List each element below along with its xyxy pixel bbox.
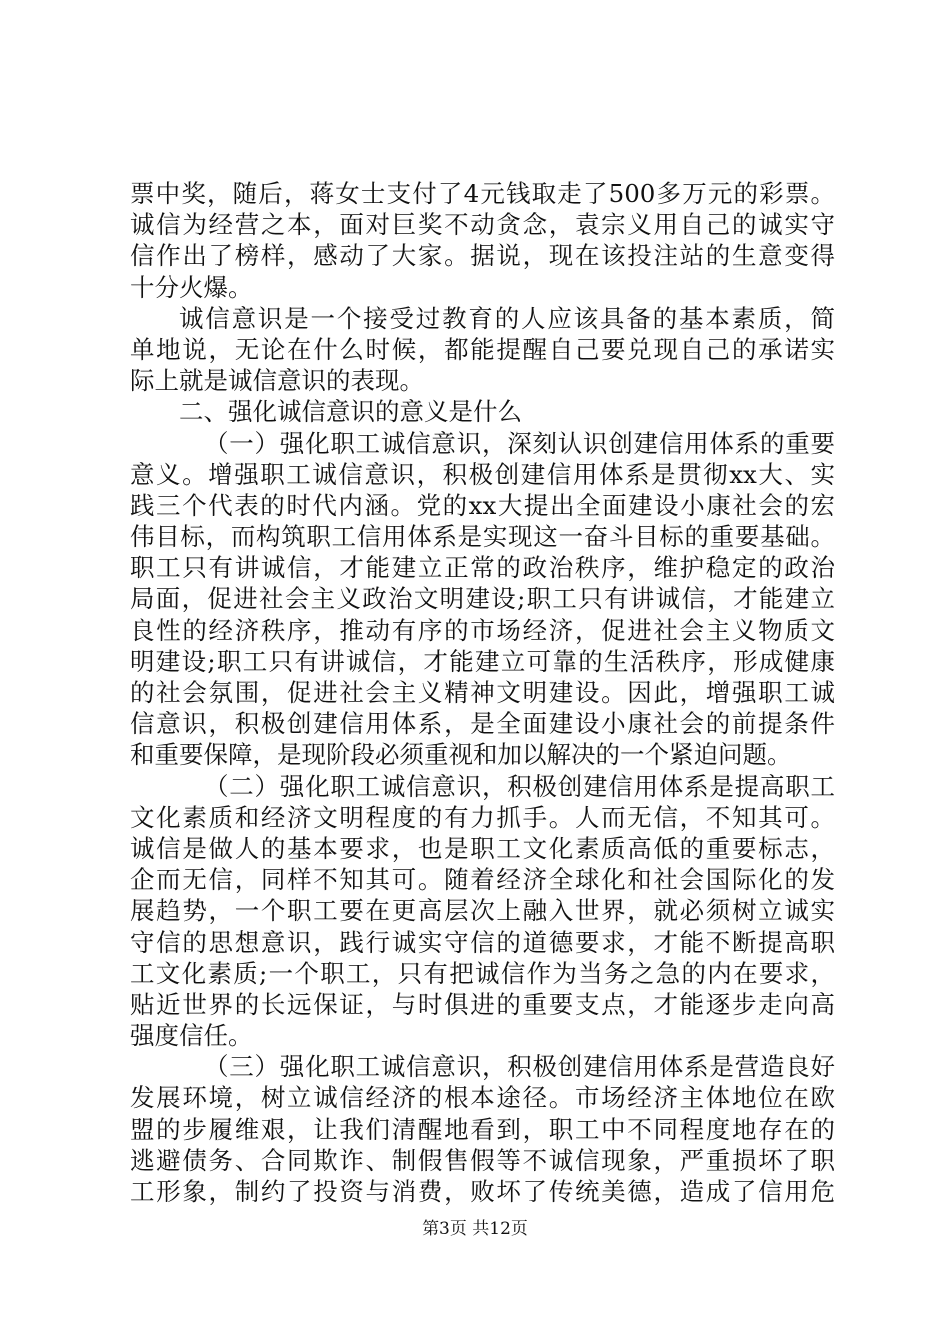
text-line: 贴近世界的长远保证，与时俱进的重要支点，才能逐步走向高 bbox=[130, 989, 835, 1019]
text-line: （二）强化职工诚信意识，积极创建信用体系是提高职工 bbox=[204, 771, 835, 801]
text-line: 盟的步履维艰，让我们清醒地看到，职工中不同程度地存在的 bbox=[130, 1114, 835, 1144]
text-line: 单地说，无论在什么时候，都能提醒自己要兑现自己的承诺实 bbox=[130, 334, 835, 364]
text-line: 文化素质和经济文明程度的有力抓手。人而无信，不知其可。 bbox=[130, 802, 835, 832]
text-line: 践三个代表的时代内涵。党的xx大提出全面建设小康社会的宏 bbox=[130, 490, 835, 520]
text-line: 工文化素质;一个职工，只有把诚信作为当务之急的内在要求， bbox=[130, 958, 835, 988]
text-line: 票中奖，随后，蒋女士支付了4元钱取走了500多万元的彩票。 bbox=[130, 179, 835, 208]
text-line: 意义。增强职工诚信意识，积极创建信用体系是贯彻xx大、实 bbox=[130, 459, 835, 489]
text-line: 强度信任。 bbox=[130, 1021, 253, 1051]
text-line: 诚信是做人的基本要求，也是职工文化素质高低的重要标志， bbox=[130, 833, 835, 863]
text-line: 伟目标，而构筑职工信用体系是实现这一奋斗目标的重要基础。 bbox=[130, 522, 835, 552]
text-line: 诚信意识是一个接受过教育的人应该具备的基本素质，简 bbox=[179, 303, 835, 333]
text-line: 的社会氛围，促进社会主义精神文明建设。因此，增强职工诚 bbox=[130, 678, 835, 707]
text-line: 展趋势，一个职工要在更高层次上融入世界，就必须树立诚实 bbox=[130, 896, 835, 926]
text-line: 逃避债务、合同欺诈、制假售假等不诚信现象，严重损坏了职 bbox=[130, 1145, 835, 1175]
text-line: 信作出了榜样，感动了大家。据说，现在该投注站的生意变得 bbox=[130, 241, 835, 271]
page-footer: 第3页 共12页 bbox=[422, 1219, 528, 1239]
text-line: 良性的经济秩序，推动有序的市场经济，促进社会主义物质文 bbox=[130, 615, 835, 645]
text-line: 诚信为经营之本，面对巨奖不动贪念，袁宗义用自己的诚实守 bbox=[130, 210, 835, 240]
text-line: 发展环境，树立诚信经济的根本途径。市场经济主体地位在欧 bbox=[130, 1083, 835, 1113]
text-line: 二、强化诚信意识的意义是什么 bbox=[179, 397, 522, 427]
text-line: 工形象，制约了投资与消费，败坏了传统美德，造成了信用危 bbox=[130, 1177, 835, 1206]
text-line: 守信的思想意识，践行诚实守信的道德要求，才能不断提高职 bbox=[130, 927, 835, 957]
text-line: 局面，促进社会主义政治文明建设;职工只有讲诚信，才能建立 bbox=[130, 584, 835, 614]
text-line: （三）强化职工诚信意识，积极创建信用体系是营造良好 bbox=[204, 1052, 835, 1082]
text-line: 职工只有讲诚信，才能建立正常的政治秩序，维护稳定的政治 bbox=[130, 553, 835, 583]
text-line: 企而无信，同样不知其可。随着经济全球化和社会国际化的发 bbox=[130, 865, 835, 895]
text-line: 和重要保障，是现阶段必须重视和加以解决的一个紧迫问题。 bbox=[130, 740, 792, 770]
text-line: 信意识，积极创建信用体系，是全面建设小康社会的前提条件 bbox=[130, 709, 835, 739]
text-line: （一）强化职工诚信意识，深刻认识创建信用体系的重要 bbox=[204, 428, 835, 458]
document-body bbox=[130, 178, 835, 1207]
text-line: 十分火爆。 bbox=[130, 272, 253, 302]
text-line: 际上就是诚信意识的表现。 bbox=[130, 366, 424, 396]
text-line: 明建设;职工只有讲诚信，才能建立可靠的生活秩序，形成健康 bbox=[130, 646, 835, 676]
